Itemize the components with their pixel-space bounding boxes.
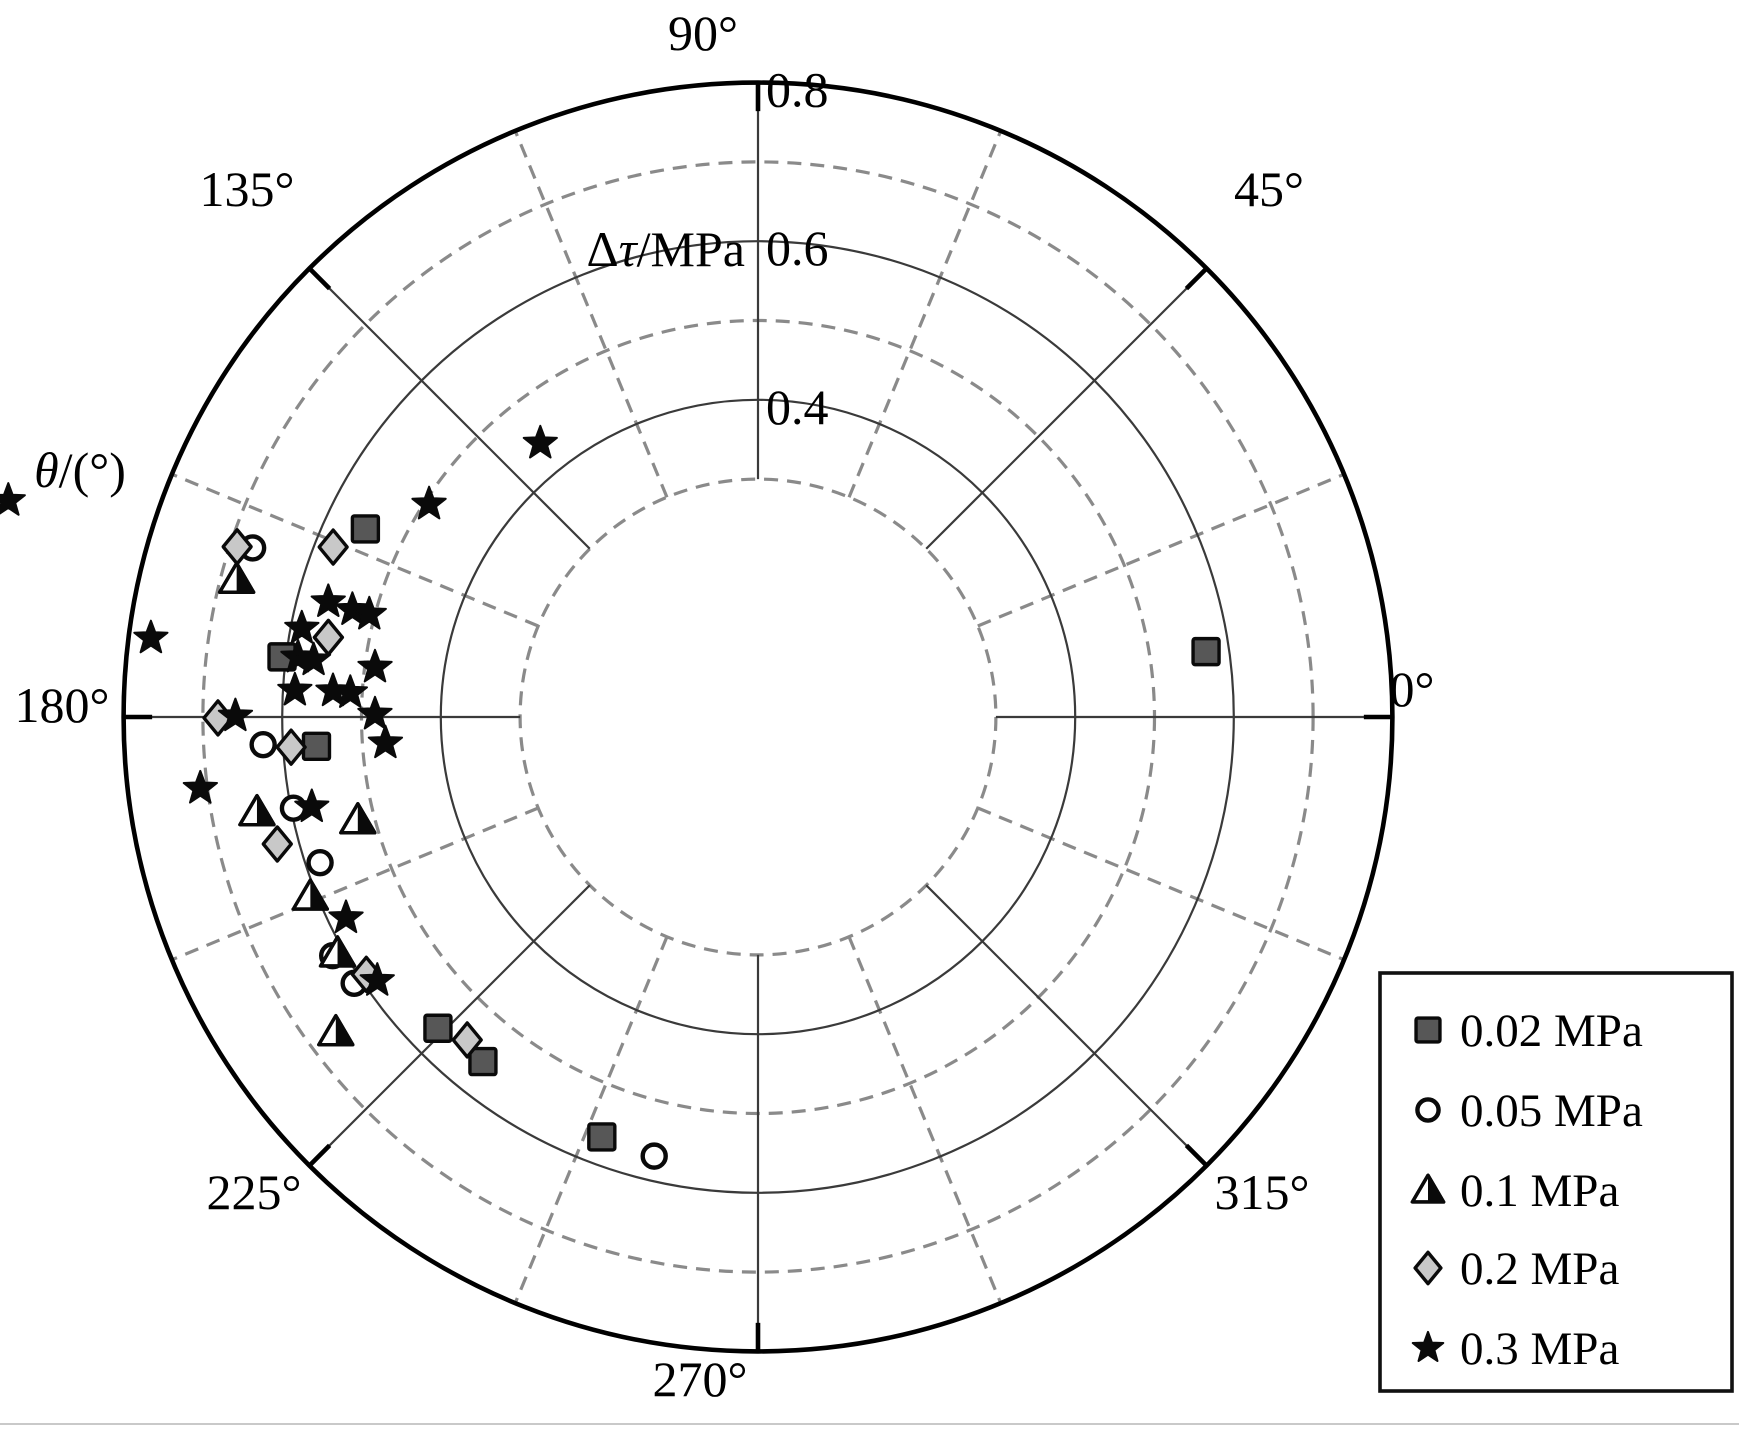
angular-tick-label: 45° [1234, 161, 1304, 217]
legend-label: 0.2 MPa [1460, 1243, 1620, 1295]
circle-icon [1417, 1099, 1438, 1120]
legend-label: 0.3 MPa [1460, 1323, 1620, 1375]
data-point-circle [252, 733, 275, 756]
data-point-circle [309, 851, 332, 874]
data-point-square [352, 516, 378, 542]
radial-tick-label: 0.4 [766, 378, 829, 435]
data-point-square [1193, 639, 1219, 665]
radial-tick-label: 0.8 [766, 61, 829, 118]
angular-tick-label: 180° [14, 677, 110, 733]
angular-tick-label: 225° [206, 1164, 302, 1220]
angular-axis-label: θ/(°) [34, 442, 126, 498]
data-point-circle [643, 1145, 666, 1168]
legend-label: 0.1 MPa [1460, 1165, 1620, 1217]
angular-tick-label: 0° [1389, 661, 1435, 717]
square-icon [1416, 1018, 1440, 1042]
angular-tick-label: 270° [652, 1351, 748, 1407]
legend [1380, 973, 1732, 1391]
data-point-square [303, 733, 329, 759]
data-point-square [425, 1015, 451, 1041]
radial-axis-label: Δτ/MPa [586, 221, 745, 277]
legend-label: 0.02 MPa [1460, 1005, 1643, 1057]
data-point-square [589, 1124, 615, 1150]
data-point-square [470, 1049, 496, 1075]
angular-tick-label: 90° [668, 5, 738, 61]
angular-tick-label: 135° [199, 161, 295, 217]
data-point-circle [282, 797, 305, 820]
radial-tick-label: 0.6 [766, 220, 829, 277]
angular-tick-label: 315° [1214, 1164, 1310, 1220]
legend-label: 0.05 MPa [1460, 1085, 1643, 1137]
